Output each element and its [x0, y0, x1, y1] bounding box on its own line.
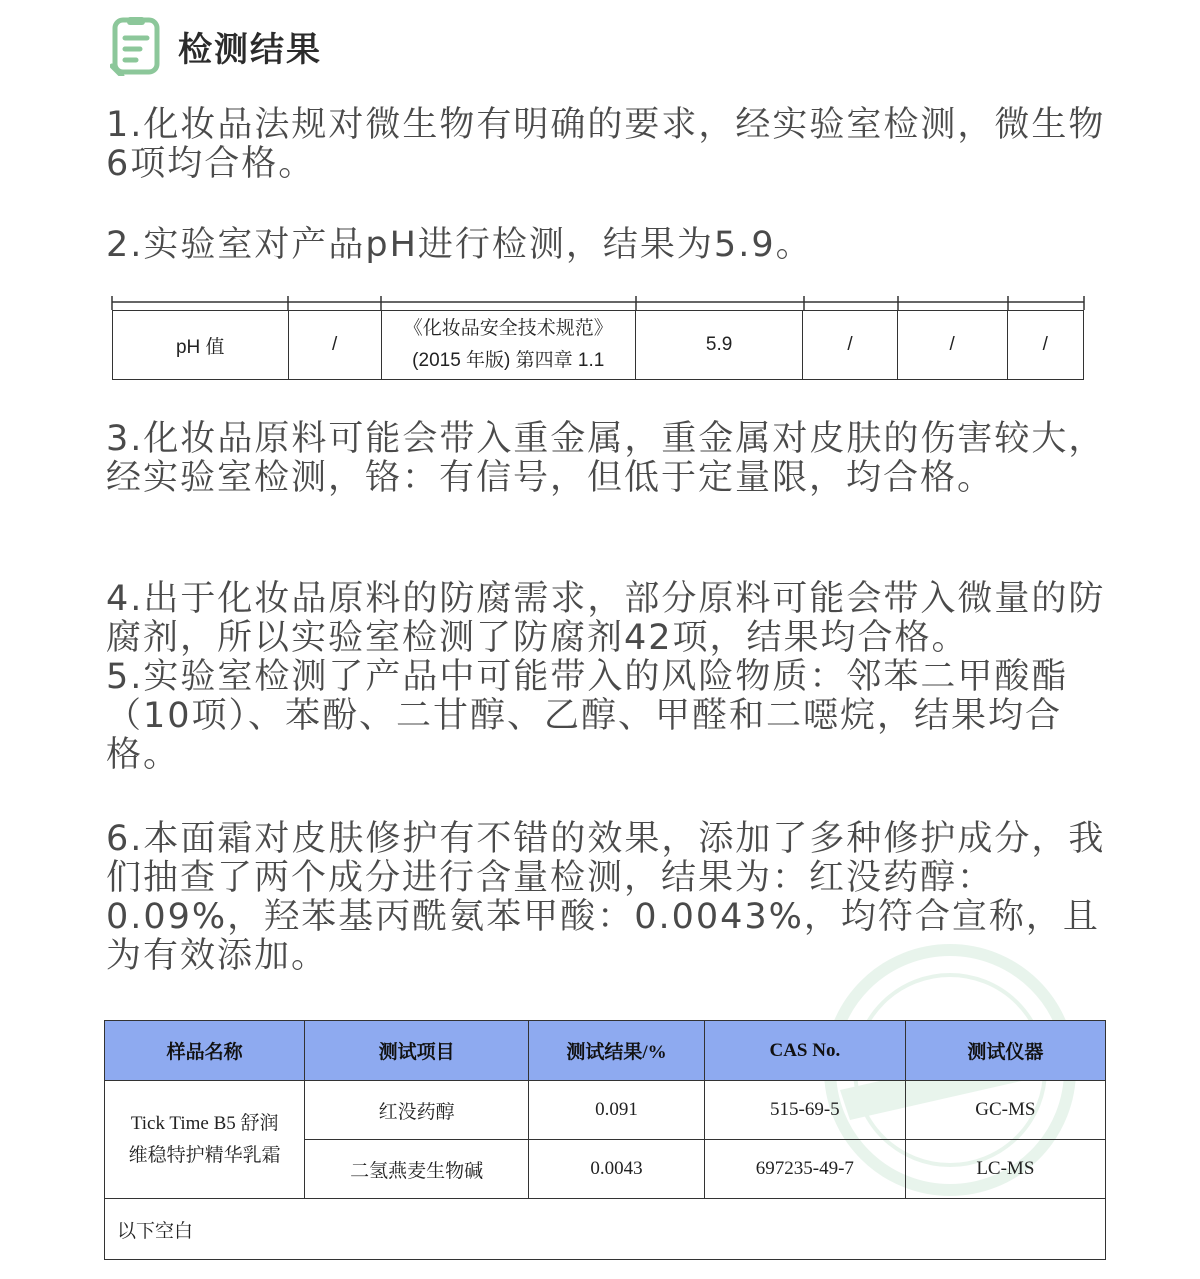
column-header: 样品名称	[105, 1021, 305, 1081]
results-table	[104, 1020, 1106, 1260]
blank-note-cell: 以下空白	[105, 1199, 1106, 1260]
checklist-icon	[110, 16, 164, 76]
section-header	[110, 14, 322, 78]
ph-item-cell: pH 值	[113, 311, 289, 380]
ph-standard-cell	[381, 311, 635, 380]
table-row	[113, 311, 1084, 380]
paragraph-microbiology: 1.化妆品法规对微生物有明确的要求，经实验室检测，微生物6项均合格。	[106, 105, 1106, 184]
ph-result-cell: 5.9	[635, 311, 803, 380]
paragraph-preservatives-risks: 4.出于化妆品原料的防腐需求，部分原料可能会带入微量的防腐剂，所以实验室检测了防腐剂42项，结果均合格。 5.实验室检测了产品中可能带入的风险物质：邻苯二甲酸酯（10项）、苯酚、二甘醇、乙醇、甲醛和二噁烷，结果均合格。	[106, 579, 1106, 775]
sample-name-cell	[105, 1081, 305, 1199]
ph-table-snippet	[108, 296, 1088, 392]
ph-cell: /	[897, 311, 1007, 380]
instrument-cell: GC-MS	[905, 1081, 1105, 1140]
test-result-cell: 0.091	[528, 1081, 704, 1140]
section-title: 检测结果	[178, 29, 322, 70]
test-result-cell: 0.0043	[528, 1140, 704, 1199]
sample-name-line1: Tick Time B5 舒润	[130, 1112, 279, 1134]
ph-cell: /	[803, 311, 897, 380]
column-header: CAS No.	[704, 1021, 905, 1081]
cas-cell: 515-69-5	[704, 1081, 905, 1140]
test-item-cell: 红没药醇	[305, 1081, 529, 1140]
paragraph-actives: 6.本面霜对皮肤修护有不错的效果，添加了多种修护成分，我们抽查了两个成分进行含量检测，结果为：红没药醇：0.09%，羟苯基丙酰氨苯甲酸：0.0043%，均符合宣称，且为有效添加。	[106, 819, 1106, 976]
column-header: 测试项目	[305, 1021, 529, 1081]
paragraph-heavy-metals: 3.化妆品原料可能会带入重金属，重金属对皮肤的伤害较大，经实验室检测，铬：有信号，但低于定量限，均合格。	[106, 419, 1106, 498]
ph-table	[112, 310, 1084, 380]
table-row	[105, 1081, 1106, 1140]
column-header: 测试仪器	[905, 1021, 1105, 1081]
ph-cell: /	[1007, 311, 1083, 380]
column-header: 测试结果/%	[528, 1021, 704, 1081]
table-row	[105, 1199, 1106, 1260]
ph-standard-line2: (2015 年版) 第四章 1.1	[412, 350, 605, 371]
ph-standard-line1: 《化妆品安全技术规范》	[403, 318, 613, 339]
instrument-cell: LC-MS	[905, 1140, 1105, 1199]
table-header-row	[105, 1021, 1106, 1081]
sample-name-line2: 维稳特护精华乳霜	[128, 1144, 281, 1166]
test-item-cell: 二氢燕麦生物碱	[305, 1140, 529, 1199]
table-top-border	[108, 296, 1088, 310]
cas-cell: 697235-49-7	[704, 1140, 905, 1199]
paragraph-ph: 2.实验室对产品pH进行检测，结果为5.9。	[106, 225, 813, 265]
ph-cell: /	[288, 311, 381, 380]
